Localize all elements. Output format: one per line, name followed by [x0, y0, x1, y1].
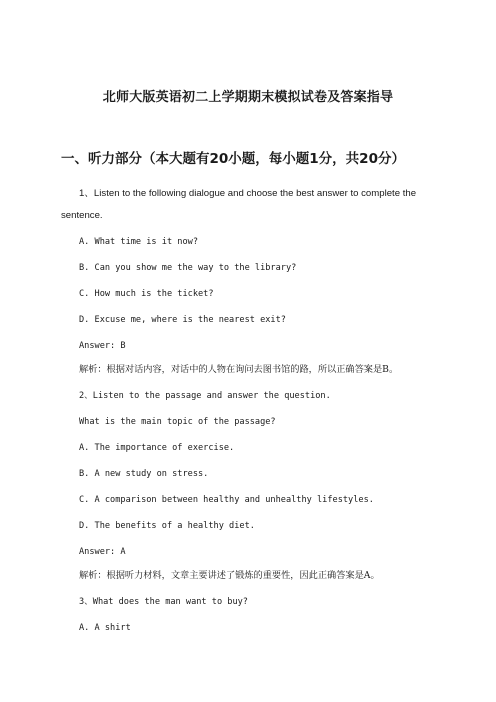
q2-answer: Answer: A — [79, 547, 126, 557]
q1-prompt-line1: 1、Listen to the following dialogue and choose the best answer to complete the — [79, 188, 417, 199]
q2-prompt: 2、Listen to the passage and answer the question. — [79, 391, 331, 401]
q1-option-c: C. How much is the ticket? — [79, 289, 214, 299]
q1-prompt-line2: sentence. — [61, 210, 103, 221]
q2-option-a: A. The importance of exercise. — [79, 443, 235, 453]
q1-option-a: A. What time is it now? — [79, 237, 198, 247]
q1-option-d: D. Excuse me, where is the nearest exit? — [79, 315, 286, 325]
q3-option-a: A. A shirt — [79, 623, 131, 633]
section-heading: 一、听力部分（本大题有20小题，每小题1分，共20分） — [61, 151, 405, 167]
q1-option-b: B. Can you show me the way to the library? — [79, 263, 297, 273]
q3-prompt: 3、What does the man want to buy? — [79, 597, 248, 607]
q2-explanation: 解析：根据听力材料，文章主要讲述了锻炼的重要性，因此正确答案是A。 — [79, 570, 380, 581]
q2-option-d: D. The benefits of a healthy diet. — [79, 521, 255, 531]
q2-option-b: B. A new study on stress. — [79, 469, 209, 479]
q2-option-c: C. A comparison between healthy and unhealthy lifestyles. — [79, 495, 374, 505]
q2-question: What is the main topic of the passage? — [79, 417, 276, 427]
q1-answer: Answer: B — [79, 341, 126, 351]
document-title: 北师大版英语初二上学期期末模拟试卷及答案指导 — [102, 90, 394, 105]
q1-explanation: 解析：根据对话内容，对话中的人物在询问去图书馆的路，所以正确答案是B。 — [79, 364, 399, 375]
